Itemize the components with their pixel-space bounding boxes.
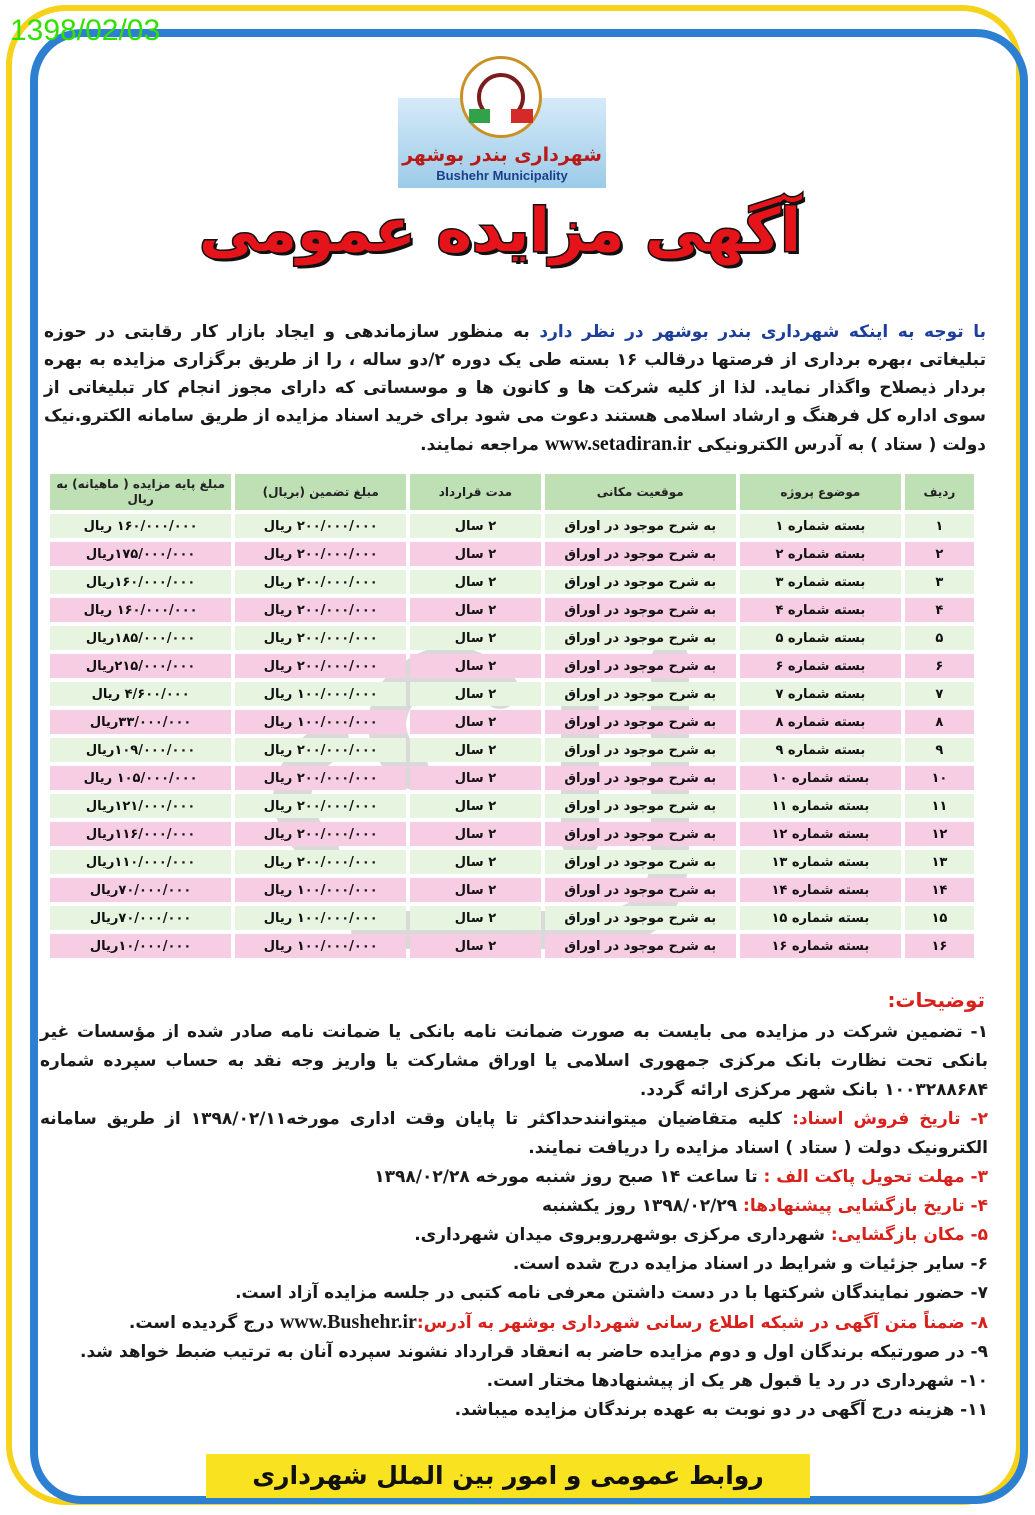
note-5: ۵- مکان بازگشایی: شهرداری مرکزی بوشهرروبروی میدان شهرداری. [414,1225,988,1245]
cell-deposit: ۱۰۰/۰۰۰/۰۰۰ ریال [235,906,406,930]
cell-location: به شرح موجود در اوراق [545,822,736,846]
table-row [50,570,974,594]
col-deposit: مبلغ تضمین (بریال) [235,474,406,510]
cell-deposit: ۲۰۰/۰۰۰/۰۰۰ ریال [235,738,406,762]
cell-duration: ۲ سال [410,878,540,902]
cell-location: به شرح موجود در اوراق [545,794,736,818]
cell-subject: بسته شماره ۷ [740,682,901,706]
cell-n: ۱۱ [905,794,974,818]
col-duration: مدت قرارداد [410,474,540,510]
table-row [50,682,974,706]
cell-deposit: ۲۰۰/۰۰۰/۰۰۰ ریال [235,542,406,566]
footer-banner: روابط عمومی و امور بین الملل شهرداری [206,1454,810,1498]
cell-location: به شرح موجود در اوراق [545,738,736,762]
table-row [50,934,974,958]
cell-subject: بسته شماره ۱۶ [740,934,901,958]
cell-duration: ۲ سال [410,654,540,678]
cell-base: ۱۱۶/۰۰۰/۰۰۰ریال [50,822,231,846]
cell-deposit: ۱۰۰/۰۰۰/۰۰۰ ریال [235,682,406,706]
cell-base: ۱۱۰/۰۰۰/۰۰۰ریال [50,850,231,874]
cell-base: ۲۱۵/۰۰۰/۰۰۰ریال [50,654,231,678]
emblem-icon [460,56,542,138]
cell-subject: بسته شماره ۱۵ [740,906,901,930]
table-row [50,878,974,902]
note-11: ۱۱- هزینه درج آگهی در دو نوبت به عهده برندگان مزایده میباشد. [454,1400,988,1420]
cell-deposit: ۱۰۰/۰۰۰/۰۰۰ ریال [235,710,406,734]
col-subject: موضوع پروژه [740,474,901,510]
cell-base: ۱۸۵/۰۰۰/۰۰۰ریال [50,626,231,650]
note-9: ۹- در صورتیکه برندگان اول و دوم مزایده حاضر به انعقاد قرارداد نشوند سپرده آنان به ترتیب ضبط خواهد شد. [80,1342,988,1362]
note-6: ۶- سایر جزئیات و شرایط در اسناد مزایده درج شده است. [512,1254,988,1274]
notes-title: توضیحات: [887,988,985,1012]
cell-subject: بسته شماره ۳ [740,570,901,594]
cell-deposit: ۲۰۰/۰۰۰/۰۰۰ ریال [235,626,406,650]
cell-duration: ۲ سال [410,598,540,622]
cell-n: ۳ [905,570,974,594]
cell-n: ۵ [905,626,974,650]
cell-deposit: ۱۰۰/۰۰۰/۰۰۰ ریال [235,934,406,958]
cell-duration: ۲ سال [410,682,540,706]
cell-duration: ۲ سال [410,570,540,594]
cell-base: ۳۳/۰۰۰/۰۰۰ریال [50,710,231,734]
cell-location: به شرح موجود در اوراق [545,682,736,706]
auction-table [46,470,978,962]
note-10: ۱۰- شهرداری در رد یا قبول هر یک از پیشنهادها مختار است. [486,1371,988,1391]
cell-duration: ۲ سال [410,514,540,538]
setadiran-link[interactable]: www.setadiran.ir [544,433,692,455]
table-row [50,626,974,650]
cell-subject: بسته شماره ۱۱ [740,794,901,818]
intro-lead: با توجه به اینکه شهرداری بندر بوشهر در نظر دارد [539,322,987,342]
cell-subject: بسته شماره ۱۰ [740,766,901,790]
cell-location: به شرح موجود در اوراق [545,654,736,678]
cell-subject: بسته شماره ۵ [740,626,901,650]
cell-base: ۴/۶۰۰/۰۰۰ ریال [50,682,231,706]
bushehr-link[interactable]: www.Bushehr.ir [279,1311,417,1333]
municipality-logo [398,56,606,188]
table-header-row [50,474,974,510]
cell-subject: بسته شماره ۱۳ [740,850,901,874]
cell-deposit: ۲۰۰/۰۰۰/۰۰۰ ریال [235,794,406,818]
cell-n: ۹ [905,738,974,762]
table-row [50,654,974,678]
note-8: ۸- ضمناً متن آگهی در شبکه اطلاع رسانی شهرداری بوشهر به آدرس:www.Bushehr.ir درج گردیده است. [128,1311,988,1333]
cell-subject: بسته شماره ۴ [740,598,901,622]
intro-tail: مراجعه نمایند. [420,435,545,455]
cell-duration: ۲ سال [410,542,540,566]
cell-base: ۱۶۰/۰۰۰/۰۰۰ریال [50,570,231,594]
cell-location: به شرح موجود در اوراق [545,598,736,622]
cell-duration: ۲ سال [410,626,540,650]
table-row [50,822,974,846]
cell-n: ۱۵ [905,906,974,930]
cell-base: ۱۶۰/۰۰۰/۰۰۰ ریال [50,598,231,622]
note-1: ۱- تضمین شرکت در مزایده می بایست به صورت ضمانت نامه بانکی یا ضمانت نامه صادر شده از مؤسسات غیر بانکی تحت نظارت بانک مرکزی جمهوری اسلامی یا اوراق مشارکت یا واریز وجه نقد به حساب سپرده شماره ۱۰۰۳۲۸۸۶۸۴ بانک شهر مرکزی ارائه گردد. [40,1022,988,1100]
cell-location: به شرح موجود در اوراق [545,878,736,902]
table-row [50,766,974,790]
cell-n: ۴ [905,598,974,622]
intro-body: به منظور سازماندهی و ایجاد بازار کار رقابتی در حوزه تبلیغاتی ،بهره برداری از فرصتها درقالب ۱۶ بسته طی یک دوره ۲/دو ساله ، را از طریق برگزاری مزایده به بهره بردار ذیصلاح واگذار نماید. لذا از کلیه شرکت ها و کانون ها و موسساتی که دارای مجوز انجام کار تبلیغاتی از سوی اداره کل فرهنگ و ارشاد اسلامی هستند دعوت می شود برای خرید اسناد مزایده از طریق سامانه الکترو.نیک دولت ( ستاد ) به آدرس الکترونیکی [44,322,986,455]
table-row [50,850,974,874]
cell-location: به شرح موجود در اوراق [545,542,736,566]
notes [40,1018,988,1425]
cell-deposit: ۲۰۰/۰۰۰/۰۰۰ ریال [235,598,406,622]
cell-base: ۱۰/۰۰۰/۰۰۰ریال [50,934,231,958]
note-7: ۷- حضور نمایندگان شرکتها با در دست داشتن معرفی نامه کتبی در جلسه مزایده آزاد است. [235,1283,988,1303]
cell-base: ۱۰۵/۰۰۰/۰۰۰ ریال [50,766,231,790]
cell-n: ۱۳ [905,850,974,874]
date-stamp: 1398/02/03 [10,14,161,47]
cell-duration: ۲ سال [410,766,540,790]
cell-location: به شرح موجود در اوراق [545,906,736,930]
cell-n: ۸ [905,710,974,734]
cell-subject: بسته شماره ۱۲ [740,822,901,846]
cell-n: ۱۶ [905,934,974,958]
cell-deposit: ۲۰۰/۰۰۰/۰۰۰ ریال [235,514,406,538]
cell-duration: ۲ سال [410,850,540,874]
note-3: ۳- مهلت تحویل پاکت الف : تا ساعت ۱۴ صبح روز شنبه مورخه ۱۳۹۸/۰۲/۲۸ [374,1167,988,1187]
cell-location: به شرح موجود در اوراق [545,934,736,958]
cell-base: ۱۰۹/۰۰۰/۰۰۰ریال [50,738,231,762]
page-title: آگهی مزایده عمومی [199,196,801,266]
cell-location: به شرح موجود در اوراق [545,570,736,594]
cell-n: ۱۰ [905,766,974,790]
cell-duration: ۲ سال [410,822,540,846]
cell-location: به شرح موجود در اوراق [545,766,736,790]
cell-subject: بسته شماره ۱۴ [740,878,901,902]
cell-base: ۱۲۱/۰۰۰/۰۰۰ریال [50,794,231,818]
table-row [50,738,974,762]
cell-n: ۷ [905,682,974,706]
table-row [50,598,974,622]
cell-subject: بسته شماره ۶ [740,654,901,678]
cell-base: ۷۰/۰۰۰/۰۰۰ریال [50,878,231,902]
cell-subject: بسته شماره ۸ [740,710,901,734]
cell-duration: ۲ سال [410,906,540,930]
table-row [50,906,974,930]
cell-location: به شرح موجود در اوراق [545,850,736,874]
cell-duration: ۲ سال [410,794,540,818]
note-4: ۴- تاریخ بازگشایی پیشنهادها: ۱۳۹۸/۰۲/۲۹ روز یکشنبه [541,1196,988,1216]
cell-location: به شرح موجود در اوراق [545,626,736,650]
cell-n: ۱۴ [905,878,974,902]
table-row [50,514,974,538]
cell-location: به شرح موجود در اوراق [545,514,736,538]
logo-name-en: Bushehr Municipality [436,168,568,183]
col-base-price: مبلغ پایه مزایده ( ماهیانه) به ریال [50,474,231,510]
cell-base: ۷۰/۰۰۰/۰۰۰ریال [50,906,231,930]
table-row [50,794,974,818]
cell-subject: بسته شماره ۲ [740,542,901,566]
cell-subject: بسته شماره ۱ [740,514,901,538]
logo-name-fa: شهرداری بندر بوشهر [402,144,602,166]
cell-n: ۱۲ [905,822,974,846]
cell-deposit: ۲۰۰/۰۰۰/۰۰۰ ریال [235,570,406,594]
table-row [50,710,974,734]
cell-deposit: ۲۰۰/۰۰۰/۰۰۰ ریال [235,654,406,678]
cell-location: به شرح موجود در اوراق [545,710,736,734]
cell-duration: ۲ سال [410,934,540,958]
cell-deposit: ۲۰۰/۰۰۰/۰۰۰ ریال [235,850,406,874]
col-row-number: ردیف [905,474,974,510]
cell-n: ۱ [905,514,974,538]
cell-duration: ۲ سال [410,738,540,762]
cell-base: ۱۶۰/۰۰۰/۰۰۰ ریال [50,514,231,538]
intro-paragraph [44,318,986,459]
cell-deposit: ۲۰۰/۰۰۰/۰۰۰ ریال [235,766,406,790]
cell-n: ۲ [905,542,974,566]
col-location: موقعیت مکانی [545,474,736,510]
cell-deposit: ۱۰۰/۰۰۰/۰۰۰ ریال [235,878,406,902]
table-body [50,514,974,958]
cell-n: ۶ [905,654,974,678]
cell-base: ۱۷۵/۰۰۰/۰۰۰ریال [50,542,231,566]
table-row [50,542,974,566]
cell-subject: بسته شماره ۹ [740,738,901,762]
cell-deposit: ۲۰۰/۰۰۰/۰۰۰ ریال [235,822,406,846]
cell-duration: ۲ سال [410,710,540,734]
note-2: ۲- تاریخ فروش اسناد: کلیه متقاضیان میتوانندحداکثر تا پایان وقت اداری مورخه۱۳۹۸/۰۲/۱۱ از طریق سامانه الکترونیک دولت ( ستاد ) اسناد مزایده را دریافت نمایند. [40,1109,988,1158]
